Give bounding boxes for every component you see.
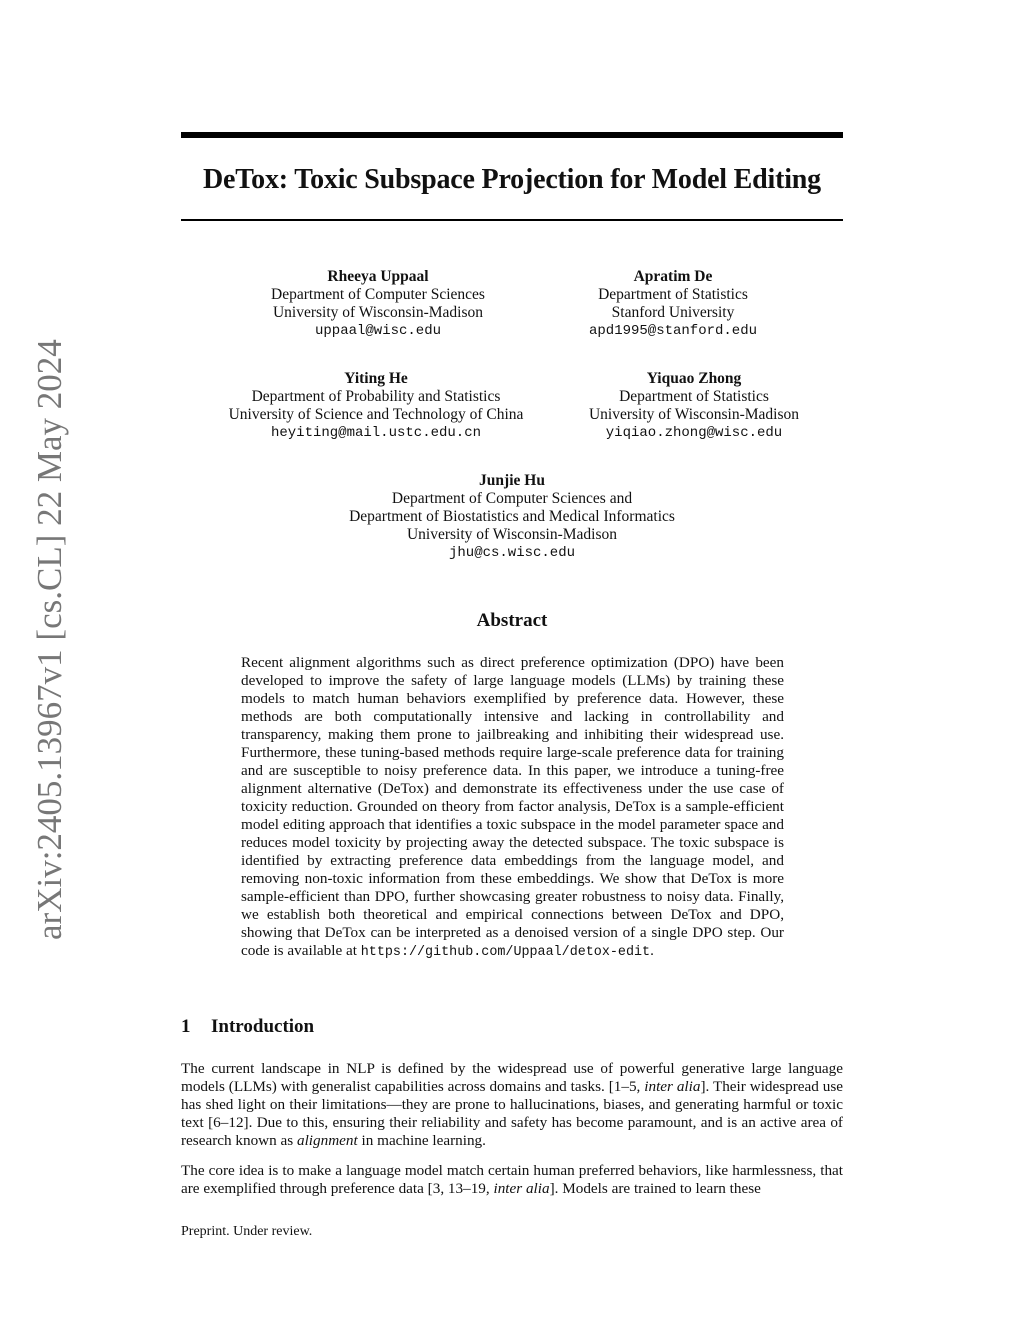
text-run: The current landscape in NLP is defined by the widespread use of powerful generative large language models (LLMs) with generalist capabilities across domains and tasks. [1–5, (181, 1060, 843, 1095)
code-link[interactable]: https://github.com/Uppaal/detox-edit (360, 945, 651, 960)
author-university: University of Wisconsin-Madison (588, 406, 800, 423)
author-name: Junjie Hu (479, 472, 545, 489)
abstract-text: Recent alignment algorithms such as direct preference optimization (DPO) have been developed to improve the safety of large language models (LLMs) by training these models to match human behaviors exemplified by preference data. However, these methods are both computationally intensive and lacking in controllability and transparency, making them prone to jailbreaking and inhibiting their widespread use. Furthermore, these tuning-based methods require large-scale preference data for training and are susceptible to noisy preference data. In this paper, we introduce a tuning-free alignment alternative (DeTox) and demonstrate its effectiveness under the use case of toxicity reduction. Grounded on theory from factor analysis, DeTox is a sample-efficient model editing approach that identifies a toxic subspace in the model parameter space and reduces model toxicity by projecting away the detected subspace. The toxic subspace is identified by extracting preference data embeddings from the language model, and removing non-toxic information from these embeddings. We show that DeTox is more sample-efficient than DPO, further showcasing greater robustness to noisy data. Finally, we establish both theoretical and empirical connections between DeTox and DPO, showing that DeTox can be interpreted as a denoised version of a single DPO step. Our code is available at (241, 654, 784, 959)
paper-title: DeTox: Toxic Subspace Projection for Model Editing (203, 164, 821, 195)
section-heading (181, 1016, 314, 1038)
author-block (553, 268, 793, 340)
emphasis: alignment (296, 1132, 358, 1149)
author-name: Rheeya Uppaal (327, 268, 429, 285)
author-university: Stanford University (611, 304, 735, 321)
section-number: 1 (181, 1016, 191, 1037)
author-department: Department of Computer Sciences and (391, 490, 633, 507)
text-run: ]. Models are trained to learn these (549, 1180, 761, 1197)
text-run: ]. Their widespread use has shed light on their limitations—they are prone to hallucinations, biases, and generating harmful or toxic text [6–12]. Due to this, ensuring their reliability and safety has become paramount, and is an active area of research known as (181, 1078, 844, 1149)
author-block (205, 370, 547, 442)
author-name: Apratim De (633, 268, 713, 285)
author-email[interactable]: yiqiao.zhong@wisc.edu (605, 425, 783, 441)
emphasis: inter alia (644, 1078, 701, 1095)
title-top-rule (181, 132, 843, 138)
intro-paragraph (181, 1060, 843, 1150)
intro-paragraph (181, 1162, 843, 1198)
author-email[interactable]: heyiting@mail.ustc.edu.cn (270, 425, 482, 441)
author-name: Yiting He (344, 370, 408, 387)
page-footer: Preprint. Under review. (181, 1224, 313, 1239)
text-run: The core idea is to make a language model match certain human preferred behaviors, like harmlessness, that are exemplified through preference data [3, 13–19, (181, 1162, 843, 1197)
abstract-heading: Abstract (476, 610, 548, 631)
author-department: Department of Probability and Statistics (251, 388, 501, 405)
author-university: University of Science and Technology of China (228, 406, 524, 423)
author-email[interactable]: uppaal@wisc.edu (314, 323, 442, 339)
author-email[interactable]: apd1995@stanford.edu (588, 323, 758, 339)
author-email[interactable]: jhu@cs.wisc.edu (448, 545, 576, 561)
author-department: Department of Computer Sciences (271, 286, 485, 303)
author-department-2: Department of Biostatistics and Medical Informatics (349, 508, 675, 525)
author-university: University of Wisconsin-Madison (406, 526, 618, 543)
author-department: Department of Statistics (619, 388, 769, 405)
author-department: Department of Statistics (598, 286, 748, 303)
arxiv-sidebar-stamp: arXiv:2405.13967v1 [cs.CL] 22 May 2024 (30, 339, 69, 940)
section-title: Introduction (211, 1016, 315, 1037)
author-block (312, 472, 712, 562)
abstract-end: . (650, 942, 654, 959)
author-block (568, 370, 820, 442)
author-university: University of Wisconsin-Madison (272, 304, 484, 321)
abstract-body (241, 654, 784, 962)
emphasis: inter alia (493, 1180, 550, 1197)
text-run: in machine learning. (357, 1132, 486, 1149)
title-bottom-rule (181, 219, 843, 221)
author-name: Yiquao Zhong (646, 370, 742, 387)
author-block (228, 268, 528, 340)
